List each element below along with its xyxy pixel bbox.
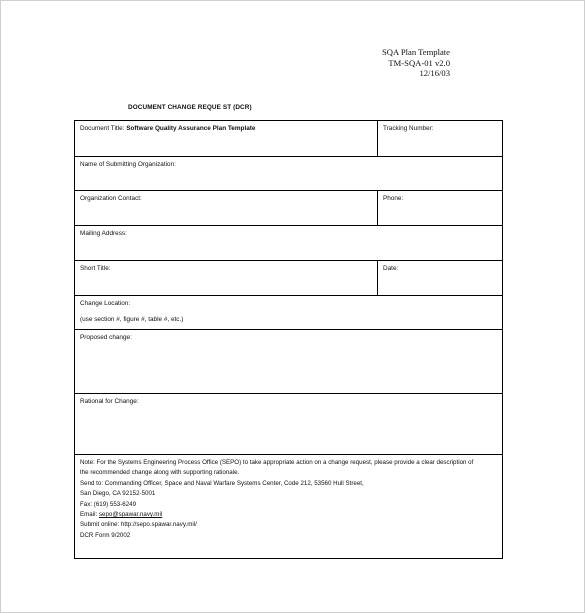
header-template-name: SQA Plan Template <box>382 47 450 57</box>
tracking-number-label: Tracking Number: <box>383 125 434 132</box>
email-label: Email: <box>80 511 98 519</box>
header-date: 12/16/03 <box>419 68 450 79</box>
note-line-1: Note: For the Systems Engineering Process Office (SEPO) to take appropriate action on a change request, please provide a clear description of <box>80 459 474 466</box>
row-proposed-change <box>75 330 502 394</box>
header-template-id: TM-SQA-01 v2.0 <box>388 57 450 68</box>
email-line <box>80 510 502 520</box>
document-title-label: Document Title: <box>80 125 125 132</box>
row-document-title <box>75 121 502 157</box>
change-location-hint: (use section #, figure #, table #, etc.) <box>80 316 184 323</box>
date-field[interactable] <box>377 261 502 295</box>
row-org-contact <box>75 191 502 226</box>
org-contact-field[interactable] <box>75 191 377 225</box>
document-title-field[interactable] <box>75 121 377 156</box>
phone-field[interactable] <box>377 191 502 225</box>
email-link[interactable]: sepo@spawar.navy.mil <box>98 511 163 519</box>
note-line-2: the recommended change along with supporting rationale. <box>80 469 240 477</box>
proposed-change-label: Proposed change: <box>80 334 132 341</box>
tracking-number-field[interactable] <box>377 121 502 156</box>
note-block <box>75 455 502 558</box>
submitting-org-field[interactable] <box>75 157 502 190</box>
date-label: Date: <box>383 265 399 272</box>
row-mailing-address <box>75 226 502 261</box>
rational-field[interactable] <box>75 394 502 454</box>
submit-online-line[interactable]: Submit online: http://sepo.spawar.navy.mil/ <box>80 521 197 529</box>
submitting-org-label: Name of Submitting Organization: <box>80 161 176 168</box>
short-title-field[interactable] <box>75 261 377 295</box>
change-location-field[interactable] <box>75 296 502 329</box>
send-to-line-2: San Diego, CA 92152-5001 <box>80 490 156 498</box>
change-location-label: Change Location: <box>80 300 131 307</box>
row-short-title <box>75 261 502 296</box>
proposed-change-field[interactable] <box>75 330 502 393</box>
mailing-address-field[interactable] <box>75 226 502 260</box>
dcr-form <box>74 120 503 559</box>
rational-label: Rational for Change: <box>80 398 139 405</box>
row-rational <box>75 394 502 455</box>
mailing-address-label: Mailing Address: <box>80 230 127 237</box>
fax-line: Fax: (619) 553-6249 <box>80 500 137 508</box>
form-title: DOCUMENT CHANGE REQUE ST (DCR) <box>128 104 252 111</box>
document-title-value: Software Quality Assurance Plan Template <box>126 125 256 132</box>
org-contact-label: Organization Contact: <box>80 195 142 202</box>
document-header <box>336 47 450 79</box>
send-to-line-1: Send to: Commanding Officer, Space and Naval Warfare Systems Center, Code 212, 53560 Hull Street, <box>80 479 364 487</box>
row-submitting-org <box>75 157 502 191</box>
row-change-location <box>75 296 502 330</box>
short-title-label: Short Title: <box>80 265 111 272</box>
phone-label: Phone: <box>383 195 404 202</box>
form-id: DCR Form 9/2002 <box>80 531 131 539</box>
row-note <box>75 455 502 558</box>
